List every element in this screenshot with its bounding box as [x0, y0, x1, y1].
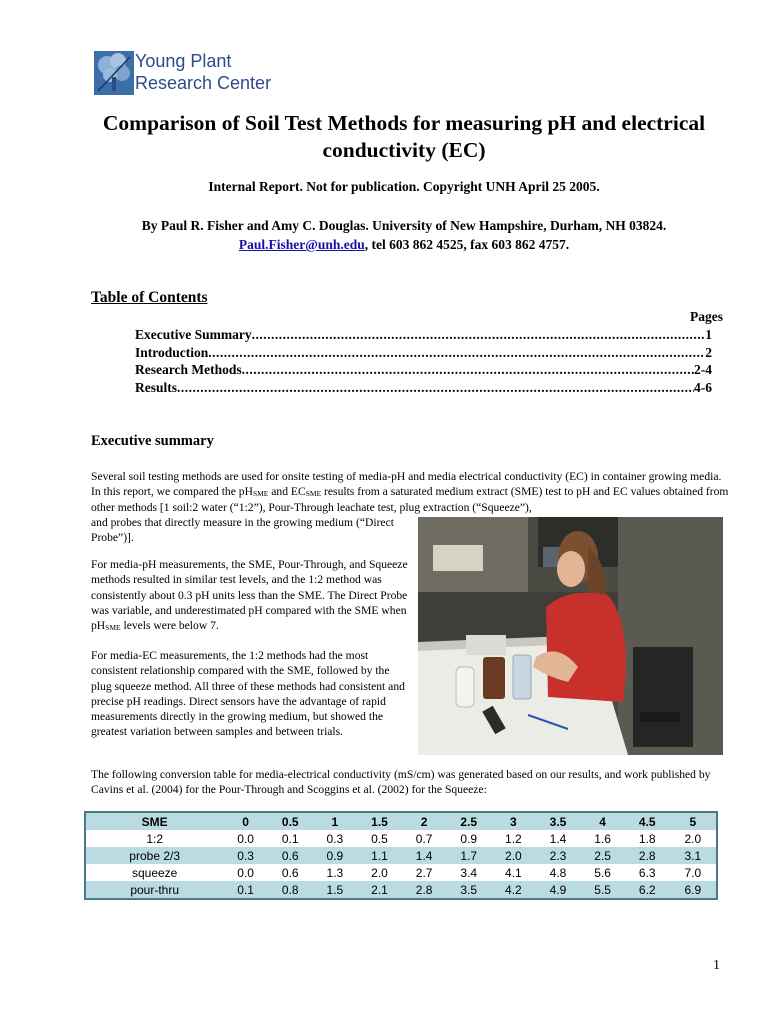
exec-paragraph-4: The following conversion table for media-electrical conductivity (mS/cm) was generated based on our results, and work published by Cavins et al. (2004) for the Pour-Through and Scoggins et al. (2002) for the Squeeze: [91, 768, 711, 797]
table-cell: 6.9 [670, 881, 717, 899]
email-link[interactable]: Paul.Fisher@unh.edu [238, 237, 365, 252]
table-cell: 0.7 [402, 830, 447, 847]
logo-line1: Young Plant [135, 51, 232, 71]
table-cell: probe 2/3 [85, 847, 223, 864]
table-header-cell: 0 [223, 812, 268, 830]
subscript: SME [105, 623, 121, 633]
table-header-cell: 2.5 [446, 812, 491, 830]
table-cell: 0.3 [223, 847, 268, 864]
table-cell: 4.2 [491, 881, 536, 899]
table-row [85, 864, 717, 881]
table-cell: 5.6 [580, 864, 625, 881]
table-row [85, 830, 717, 847]
document-title: Comparison of Soil Test Methods for measuring pH and electrical conductivity (EC) [102, 111, 706, 162]
table-row [85, 847, 717, 864]
table-cell: 1.1 [357, 847, 402, 864]
toc-item-pages: 4-6 [694, 380, 712, 395]
table-cell: 0.5 [357, 830, 402, 847]
table-cell: 6.3 [625, 864, 670, 881]
toc-pages-label: Pages [690, 309, 723, 324]
toc-item-executive-summary[interactable] [135, 327, 712, 345]
exec-paragraph-1-end: and probes that directly measure in the growing medium (“Direct Probe”)]. [91, 516, 394, 545]
text: levels were below 7. [120, 619, 219, 633]
text: and EC [268, 485, 306, 499]
toc-item-research-methods[interactable] [135, 362, 712, 380]
text: results from a saturated medium extract (SME) test to pH and EC values obtained from other methods [1 soil:2 water (“1:2”), Pour-Through leachate test, plug extraction (“Squeeze”), [91, 485, 729, 514]
table-cell: 2.0 [670, 830, 717, 847]
toc-item-pages: 2-4 [694, 362, 712, 377]
table-cell: 1.6 [580, 830, 625, 847]
text: Several soil testing methods are used for onsite testing of media-pH and media electrical conductivity (EC) in container growing media. In this report, we compared the pH [91, 470, 722, 499]
table-cell: 2.7 [402, 864, 447, 881]
table-cell: 0.0 [223, 830, 268, 847]
table-cell: pour-thru [85, 881, 223, 899]
table-header-cell: 3.5 [536, 812, 581, 830]
executive-summary-heading: Executive summary [91, 433, 214, 449]
table-cell: 2.1 [357, 881, 402, 899]
contact-info: , tel 603 862 4525, fax 603 862 4757. [364, 237, 570, 252]
subscript: SME [305, 489, 322, 499]
table-cell: 4.8 [536, 864, 581, 881]
logo-line2: Research Center [135, 73, 272, 93]
table-header-row [85, 812, 717, 830]
authors: By Paul R. Fisher and Amy C. Douglas. University of New Hampshire, Durham, NH 03824. [141, 218, 667, 233]
table-cell: 4.1 [491, 864, 536, 881]
subscript: SME [252, 489, 269, 499]
table-header-cell: 0.5 [268, 812, 313, 830]
table-cell: 2.8 [625, 847, 670, 864]
table-cell: 7.0 [670, 864, 717, 881]
toc-item-results[interactable] [135, 380, 712, 398]
table-cell: 1:2 [85, 830, 223, 847]
toc-item-label: Research Methods [135, 362, 242, 377]
tree-logo-icon [94, 51, 134, 95]
table-header-cell: SME [85, 812, 223, 830]
table-cell: 2.8 [402, 881, 447, 899]
table-header-cell: 5 [670, 812, 717, 830]
exec-paragraph-1 [91, 469, 731, 515]
internal-note: Internal Report. Not for publication. Copyright UNH April 25 2005. [208, 179, 600, 194]
table-row [85, 881, 717, 899]
table-cell: 2.0 [357, 864, 402, 881]
exec-paragraph-2 [91, 557, 409, 633]
table-cell: 1.2 [491, 830, 536, 847]
table-cell: 3.1 [670, 847, 717, 864]
table-cell: 0.8 [268, 881, 313, 899]
table-cell: 0.9 [313, 847, 358, 864]
table-header-cell: 4.5 [625, 812, 670, 830]
table-header-cell: 1.5 [357, 812, 402, 830]
logo-text [135, 50, 271, 94]
table-cell: 1.8 [625, 830, 670, 847]
table-cell: 3.4 [446, 864, 491, 881]
toc-item-pages: 2 [705, 345, 712, 360]
table-cell: 1.5 [313, 881, 358, 899]
toc-item-pages: 1 [705, 327, 712, 342]
table-cell: 0.1 [268, 830, 313, 847]
toc-item-introduction[interactable] [135, 345, 712, 363]
table-cell: 1.3 [313, 864, 358, 881]
table-cell: 0.0 [223, 864, 268, 881]
lab-photo [418, 517, 723, 755]
table-cell: squeeze [85, 864, 223, 881]
table-cell: 0.1 [223, 881, 268, 899]
table-cell: 5.5 [580, 881, 625, 899]
table-cell: 1.7 [446, 847, 491, 864]
table-cell: 3.5 [446, 881, 491, 899]
table-header-cell: 1 [313, 812, 358, 830]
table-cell: 4.9 [536, 881, 581, 899]
table-cell: 0.9 [446, 830, 491, 847]
table-cell: 2.5 [580, 847, 625, 864]
ec-conversion-table [84, 811, 718, 900]
table-cell: 1.4 [402, 847, 447, 864]
table-header-cell: 4 [580, 812, 625, 830]
table-cell: 0.6 [268, 864, 313, 881]
table-cell: 2.3 [536, 847, 581, 864]
toc-item-label: Executive Summary [135, 327, 252, 342]
toc-item-label: Introduction [135, 345, 209, 360]
byline [60, 216, 748, 254]
table-cell: 6.2 [625, 881, 670, 899]
table-header-cell: 3 [491, 812, 536, 830]
table-cell: 2.0 [491, 847, 536, 864]
page-number: 1 [713, 958, 720, 973]
exec-paragraph-3: For media-EC measurements, the 1:2 methods had the most consistent relationship compared with the SME, followed by the plug squeeze method. All three of these methods had consistent and precise pH readings. Direct sensors have the advantage of rapid measurements directly in the growing medium, but showed the greatest variation between samples and between trials. [91, 649, 405, 739]
logo [94, 50, 294, 98]
table-cell: 0.3 [313, 830, 358, 847]
table-header-cell: 2 [402, 812, 447, 830]
toc-heading: Table of Contents [91, 289, 208, 306]
table-cell: 0.6 [268, 847, 313, 864]
table-cell: 1.4 [536, 830, 581, 847]
text: For media-pH measurements, the SME, Pour-Through, and Squeeze methods resulted in similar test levels, and the 1:2 method was consistently about 0.3 pH units less than the SME. The Direct Probe was variable, and underestimated pH compared with the SME when pH [91, 558, 408, 633]
toc-item-label: Results [135, 380, 178, 395]
